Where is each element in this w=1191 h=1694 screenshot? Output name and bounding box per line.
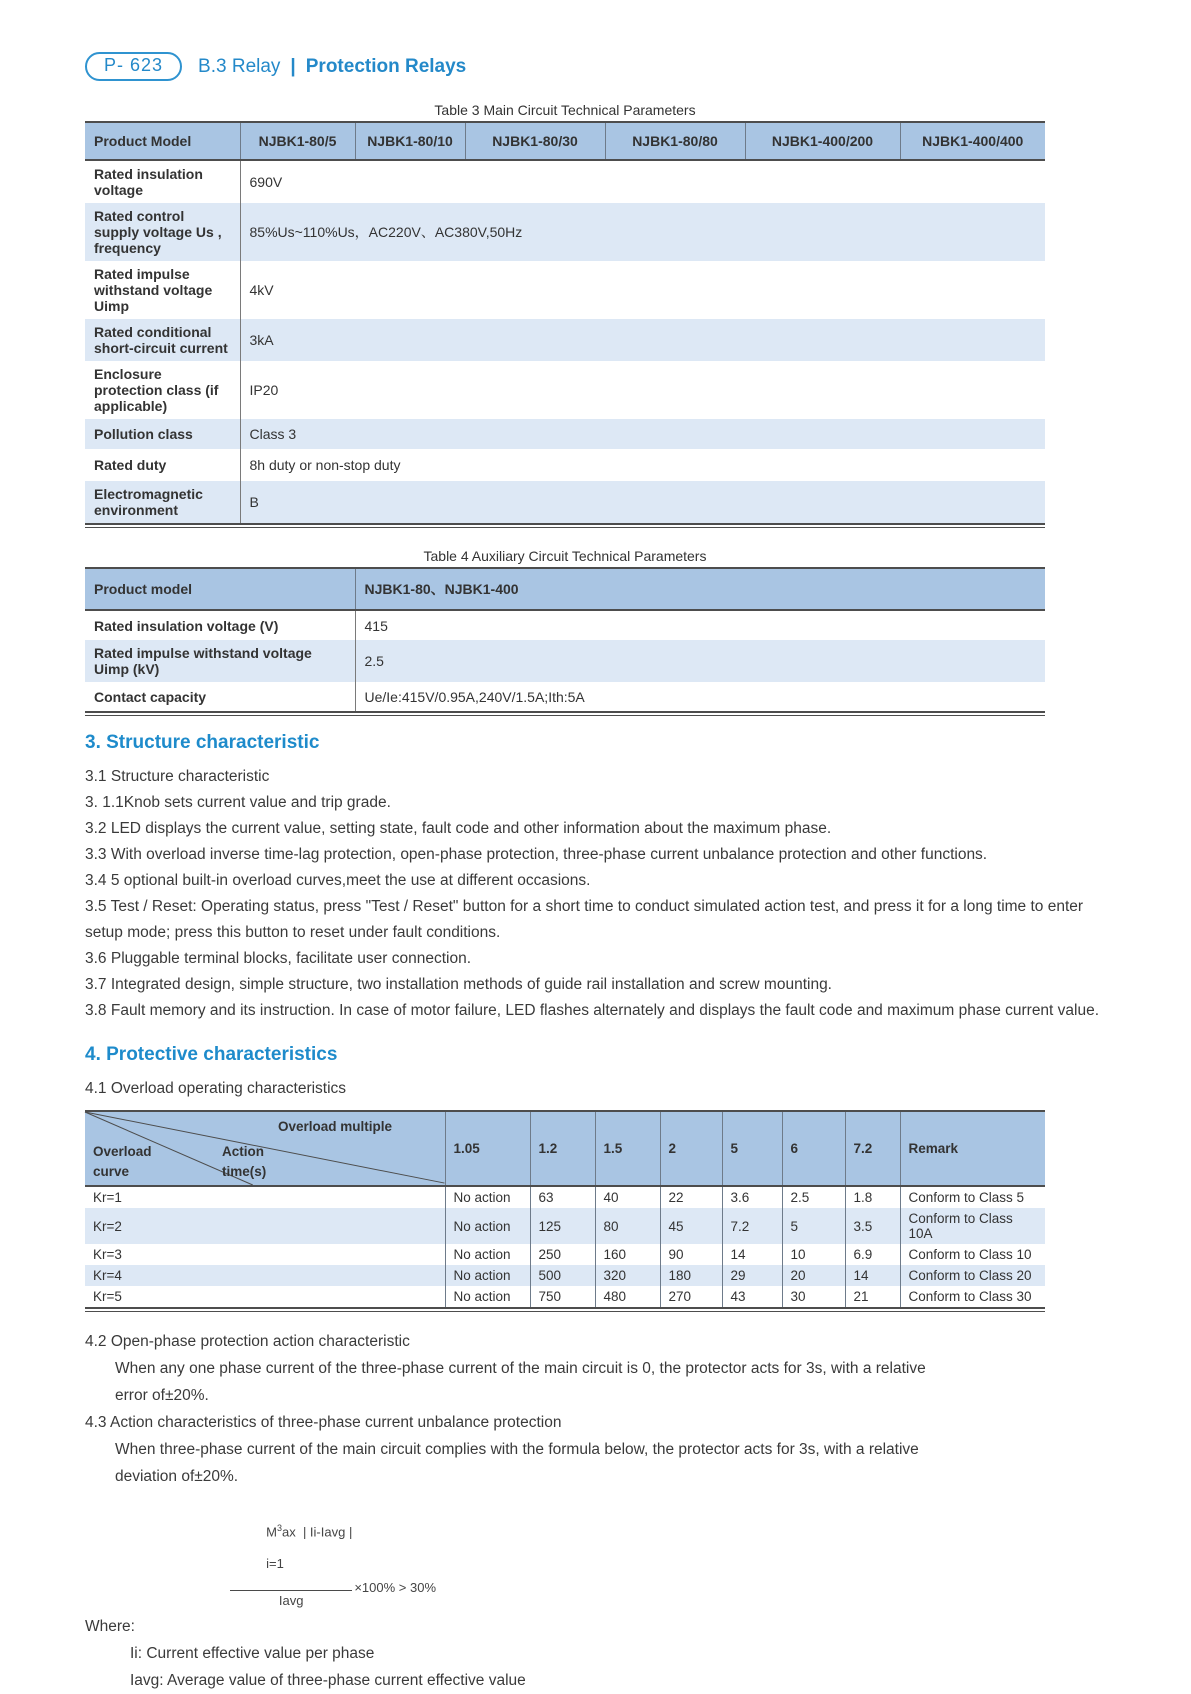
table3-caption: Table 3 Main Circuit Technical Parameters <box>434 102 696 118</box>
row-label: Contact capacity <box>85 682 355 712</box>
column-header: NJBK1-400/200 <box>745 122 900 160</box>
cell: 1.8 <box>845 1186 900 1208</box>
table-row <box>85 203 1045 261</box>
column-header <box>845 1111 900 1186</box>
column-header: NJBK1-80/80 <box>605 122 745 160</box>
row-value: 690V <box>249 174 283 190</box>
cell: 30 <box>782 1286 845 1308</box>
paragraph: 3.8 Fault memory and its instruction. In case of motor failure, LED flashes alternately and displays the fault code and maximum phase current value. <box>85 1002 1100 1019</box>
cell: 29 <box>722 1265 782 1286</box>
paragraph: When three-phase current of the main circuit complies with the formula below, the protector acts for 3s, with a relative <box>115 1441 919 1458</box>
table3-main-circuit <box>85 121 1045 525</box>
column-header: NJBK1-80、NJBK1-400 <box>355 568 1045 610</box>
paragraph: deviation of±20%. <box>115 1468 239 1485</box>
cell: 22 <box>660 1186 722 1208</box>
column-header <box>782 1111 845 1186</box>
remark-cell: Conform to Class 10 <box>908 1247 1032 1262</box>
breadcrumb <box>198 56 466 78</box>
table4-header-row <box>85 568 1045 610</box>
table-row <box>85 640 1045 682</box>
column-header: NJBK1-80/5 <box>240 122 355 160</box>
remark-cell: Conform to Class 30 <box>908 1289 1032 1304</box>
cell: 14 <box>722 1244 782 1265</box>
corner-label-line: time(s) <box>222 1164 267 1179</box>
curve-label: Kr=3 <box>85 1244 445 1265</box>
column-header-label: 1.2 <box>538 1141 558 1156</box>
corner-label-line: Action <box>222 1144 264 1159</box>
cell: 40 <box>595 1186 660 1208</box>
cell: 43 <box>722 1286 782 1308</box>
cell: 5 <box>782 1208 845 1244</box>
page-header <box>85 52 466 81</box>
cell: 480 <box>595 1286 660 1308</box>
row-value: Ue/Ie:415V/0.95A,240V/1.5A;Ith:5A <box>364 688 585 705</box>
cell: 14 <box>845 1265 900 1286</box>
row-label: Electromagnetic environment <box>85 481 240 524</box>
overload-header-row <box>85 1111 1045 1186</box>
column-header: NJBK1-400/400 <box>900 122 1045 160</box>
formula-denominator: Iavg <box>278 1593 304 1609</box>
formula-superscript: 3 <box>276 1523 282 1533</box>
cell: No action <box>445 1286 530 1308</box>
table-row <box>85 419 1045 449</box>
row-label: Rated insulation voltage <box>85 160 240 203</box>
paragraph: 3.1 Structure characteristic <box>85 768 270 785</box>
cell: 160 <box>595 1244 660 1265</box>
cell: 125 <box>530 1208 595 1244</box>
table-row <box>85 261 1045 319</box>
table-row <box>85 682 1045 712</box>
cell: 320 <box>595 1265 660 1286</box>
cell: 10 <box>782 1244 845 1265</box>
corner-label-line: curve <box>93 1164 130 1179</box>
table-row <box>85 1208 1045 1244</box>
cell: 21 <box>845 1286 900 1308</box>
overload-characteristics-table <box>85 1110 1045 1309</box>
paragraph: 3.3 With overload inverse time-lag protection, open-phase protection, three-phase current unbalance protection and other functions. <box>85 846 988 863</box>
where-item: Ii: Current effective value per phase <box>130 1645 375 1663</box>
table-row <box>85 449 1045 481</box>
cell: No action <box>445 1244 530 1265</box>
column-header-label: 1.5 <box>603 1141 623 1156</box>
column-header-label: 1.05 <box>453 1141 480 1156</box>
curve-label: Kr=5 <box>85 1286 445 1308</box>
cell: No action <box>445 1265 530 1286</box>
corner-label-line: Overload <box>93 1144 152 1159</box>
curve-label: Kr=2 <box>85 1208 445 1244</box>
table-row <box>85 1265 1045 1286</box>
paragraph: 3.5 Test / Reset: Operating status, press "Test / Reset" button for a short time to conduct simulated action test, and press it for a long time to enter setup mode; press this button to reset under fault conditions. <box>85 898 1084 941</box>
row-value: 3kA <box>249 332 274 348</box>
column-header-label: 2 <box>668 1141 677 1156</box>
remark-cell: Conform to Class 20 <box>908 1268 1032 1283</box>
row-value: IP20 <box>249 382 279 398</box>
page-title: Protection Relays <box>305 55 467 77</box>
cell: 2.5 <box>782 1186 845 1208</box>
section4-heading: 4. Protective characteristics <box>85 1044 338 1065</box>
corner-label-overload-multiple: Overload multiple <box>277 1119 393 1134</box>
table-row <box>85 1186 1045 1208</box>
row-label: Rated conditional short-circuit current <box>85 319 240 361</box>
cell: 7.2 <box>722 1208 782 1244</box>
corner-label-action-time <box>222 1142 266 1182</box>
formula-subscript: i=1 <box>266 1556 284 1572</box>
table4-auxiliary-circuit <box>85 567 1045 713</box>
row-value: 85%Us~110%Us，AC220V、AC380V,50Hz <box>249 224 523 240</box>
where-item: Iavg: Average value of three-phase current effective value <box>130 1672 526 1690</box>
column-header-label: Remark <box>908 1141 959 1156</box>
paragraph: When any one phase current of the three-phase current of the main circuit is 0, the protector acts for 3s, with a relative <box>115 1360 926 1377</box>
column-header <box>595 1111 660 1186</box>
row-label: Enclosure protection class (if applicable) <box>85 361 240 419</box>
table4-wrap <box>85 567 1045 716</box>
row-label: Rated impulse withstand voltage Uimp (kV) <box>85 640 355 682</box>
unbalance-formula <box>230 1504 1107 1609</box>
row-label: Rated impulse withstand voltage Uimp <box>85 261 240 319</box>
column-header: Product Model <box>85 122 240 160</box>
cell: 90 <box>660 1244 722 1265</box>
overload-table-wrap <box>85 1110 1045 1312</box>
formula-rhs: ×100% > 30% <box>354 1580 437 1596</box>
paragraph: 4.1 Overload operating characteristics <box>85 1080 347 1097</box>
table-row <box>85 481 1045 524</box>
diagonal-corner-cell <box>85 1111 445 1186</box>
cell: 80 <box>595 1208 660 1244</box>
formula-abs-term: ax | Ii-Iavg | <box>281 1524 353 1540</box>
paragraph: 3.6 Pluggable terminal blocks, facilitate user connection. <box>85 950 471 967</box>
remark-cell: Conform to Class 5 <box>908 1190 1025 1205</box>
sub-section-heading: 4.2 Open-phase protection action characteristic <box>85 1333 410 1350</box>
row-value: Class 3 <box>249 426 297 442</box>
paragraph: 3.2 LED displays the current value, setting state, fault code and other information about the maximum phase. <box>85 820 832 837</box>
paragraph: error of±20%. <box>115 1387 209 1404</box>
column-header <box>722 1111 782 1186</box>
formula-max-symbol: M <box>266 1524 277 1540</box>
cell: 270 <box>660 1286 722 1308</box>
cell: 3.5 <box>845 1208 900 1244</box>
breadcrumb-section: B.3 Relay <box>198 55 281 77</box>
column-header-label: 6 <box>790 1141 799 1156</box>
cell: 3.6 <box>722 1186 782 1208</box>
row-value: 2.5 <box>364 653 384 669</box>
row-value: 4kV <box>249 282 274 298</box>
table-row <box>85 1286 1045 1308</box>
table-row <box>85 160 1045 203</box>
table-row <box>85 361 1045 419</box>
table3-header-row <box>85 122 1045 160</box>
sub-section-heading: 4.3 Action characteristics of three-phase current unbalance protection <box>85 1414 562 1431</box>
cell: 500 <box>530 1265 595 1286</box>
row-value: B <box>249 494 259 510</box>
formula-fraction <box>230 1504 352 1609</box>
cell: No action <box>445 1186 530 1208</box>
row-label: Rated control supply voltage Us , frequency <box>85 203 240 261</box>
row-label: Rated duty <box>85 449 240 481</box>
row-label: Pollution class <box>85 419 240 449</box>
breadcrumb-divider: | <box>290 55 296 77</box>
column-header-label: 5 <box>730 1141 739 1156</box>
column-header <box>445 1111 530 1186</box>
corner-label-overload-curve <box>93 1142 152 1182</box>
row-value: 415 <box>364 617 388 634</box>
cell: 750 <box>530 1286 595 1308</box>
row-value: 8h duty or non-stop duty <box>249 457 401 473</box>
row-label: Rated insulation voltage (V) <box>85 610 355 640</box>
page-content <box>85 102 1107 1694</box>
paragraph: 3.4 5 optional built-in overload curves,meet the use at different occasions. <box>85 872 591 889</box>
curve-label: Kr=1 <box>85 1186 445 1208</box>
column-header <box>900 1111 1045 1186</box>
column-header: NJBK1-80/30 <box>465 122 605 160</box>
paragraph: 3. 1.1Knob sets current value and trip grade. <box>85 794 391 811</box>
column-header-label: 7.2 <box>853 1141 873 1156</box>
table-row <box>85 319 1045 361</box>
remark-cell: Conform to Class 10A <box>908 1211 1013 1241</box>
cell: 180 <box>660 1265 722 1286</box>
column-header: NJBK1-80/10 <box>355 122 465 160</box>
paragraph: 3.7 Integrated design, simple structure, two installation methods of guide rail installation and screw mounting. <box>85 976 832 993</box>
formula-numerator <box>230 1504 352 1591</box>
column-header <box>530 1111 595 1186</box>
curve-label: Kr=4 <box>85 1265 445 1286</box>
cell: No action <box>445 1208 530 1244</box>
cell: 45 <box>660 1208 722 1244</box>
column-header: Product model <box>85 568 355 610</box>
table-row <box>85 610 1045 640</box>
cell: 63 <box>530 1186 595 1208</box>
cell: 250 <box>530 1244 595 1265</box>
cell: 20 <box>782 1265 845 1286</box>
page-number-pill: P- 623 <box>85 52 182 81</box>
section3-heading: 3. Structure characteristic <box>85 732 320 753</box>
cell: 6.9 <box>845 1244 900 1265</box>
table-row <box>85 1244 1045 1265</box>
table4-caption: Table 4 Auxiliary Circuit Technical Parameters <box>423 548 707 564</box>
column-header <box>660 1111 722 1186</box>
where-label: Where: <box>85 1618 135 1636</box>
table3-wrap <box>85 121 1045 528</box>
